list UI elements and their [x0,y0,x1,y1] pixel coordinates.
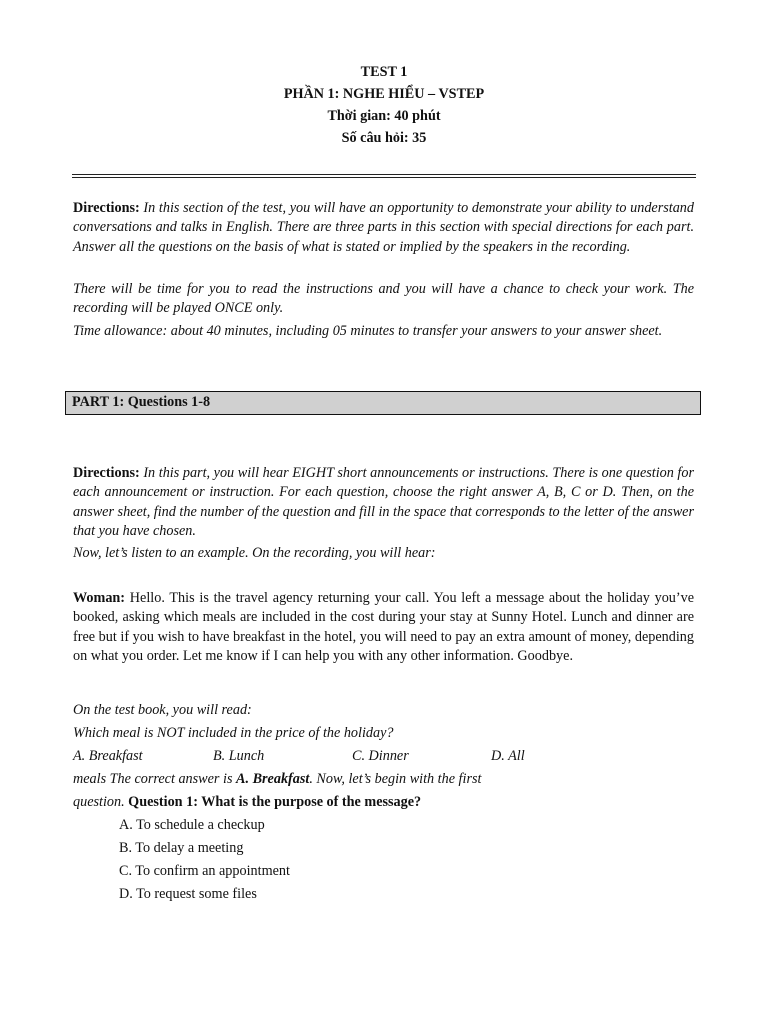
directions-label: Directions: [73,200,140,216]
correct-answer-line [73,770,481,789]
example-option-b: B. Lunch [213,748,265,764]
example-intro-text: Now, let’s listen to an example. On the recording, you will hear: [73,545,436,561]
woman-text: Hello. This is the travel agency returning your call. You left a message about the holiday you’ve booked, asking which meals are included in the cost during your stay at Sunny Hotel. Lunch and dinner are free but if you wish to have breakfast in the hotel, you will need to pay an extra amount of money, depending on what you order. Let me know if I can help you with any other information. Goodbye. [73,590,694,665]
correct-answer: A. Breakfast [236,771,310,787]
example-options [73,747,553,766]
read-intro-text: On the test book, you will read: [73,702,252,718]
woman-label: Woman: [73,590,126,606]
general-directions-p3 [73,322,694,341]
woman-transcript [73,589,694,667]
part1-directions [73,464,694,542]
question-word: question. [73,794,125,810]
part1-title-box: PART 1: Questions 1-8 [65,391,701,415]
test-title: TEST 1 [360,64,408,80]
correct-suffix: . Now, let’s begin with the first [309,771,482,787]
example-option-a: A. Breakfast [73,748,143,764]
example-option-c: C. Dinner [352,748,409,764]
question1-option-d: D. To request some files [119,886,257,902]
example-question-text: Which meal is NOT included in the price of the holiday? [73,725,394,741]
question-count: Số câu hỏi: 35 [341,130,427,146]
example-intro [73,544,694,563]
time-limit: Thời gian: 40 phút [327,108,441,124]
divider-bottom [72,177,696,178]
directions-text: In this section of the test, you will have an opportunity to demonstrate your ability to understand conversations and talks in English. There are three parts in this section with special directions for each part. Answer all the questions on the basis of what is stated or implied by the speakers in the recording. [73,200,694,255]
example-question [73,724,394,743]
document-header [0,61,768,149]
part-heading: PHẦN 1: NGHE HIỂU – VSTEP [283,86,485,102]
question1-line [73,793,421,812]
directions-text-2: There will be time for you to read the instructions and you will have a chance to check your work. The recording will be played ONCE only. [73,281,694,317]
directions-text-3: Time allowance: about 40 minutes, including 05 minutes to transfer your answers to your answer sheet. [73,323,663,339]
correct-prefix: meals The correct answer is [73,771,237,787]
part1-directions-text: In this part, you will hear EIGHT short announcements or instructions. There is one question for each announcement or instruction. For each question, choose the right answer A, B, C or D. Then, on the answer sheet, find the number of the question and fill in the space that corresponds to the letter of the answer that you have chosen. [73,465,694,540]
divider-top [72,174,696,175]
general-directions-p2 [73,280,694,319]
question1-option-a: A. To schedule a checkup [119,817,265,833]
question1-option-b: B. To delay a meeting [119,840,244,856]
example-option-d: D. All [491,748,525,764]
general-directions [73,199,694,257]
part1-directions-label: Directions: [73,465,140,481]
question1-option-c: C. To confirm an appointment [119,863,290,879]
read-intro [73,701,252,720]
question1-text: Question 1: What is the purpose of the message? [124,794,422,810]
